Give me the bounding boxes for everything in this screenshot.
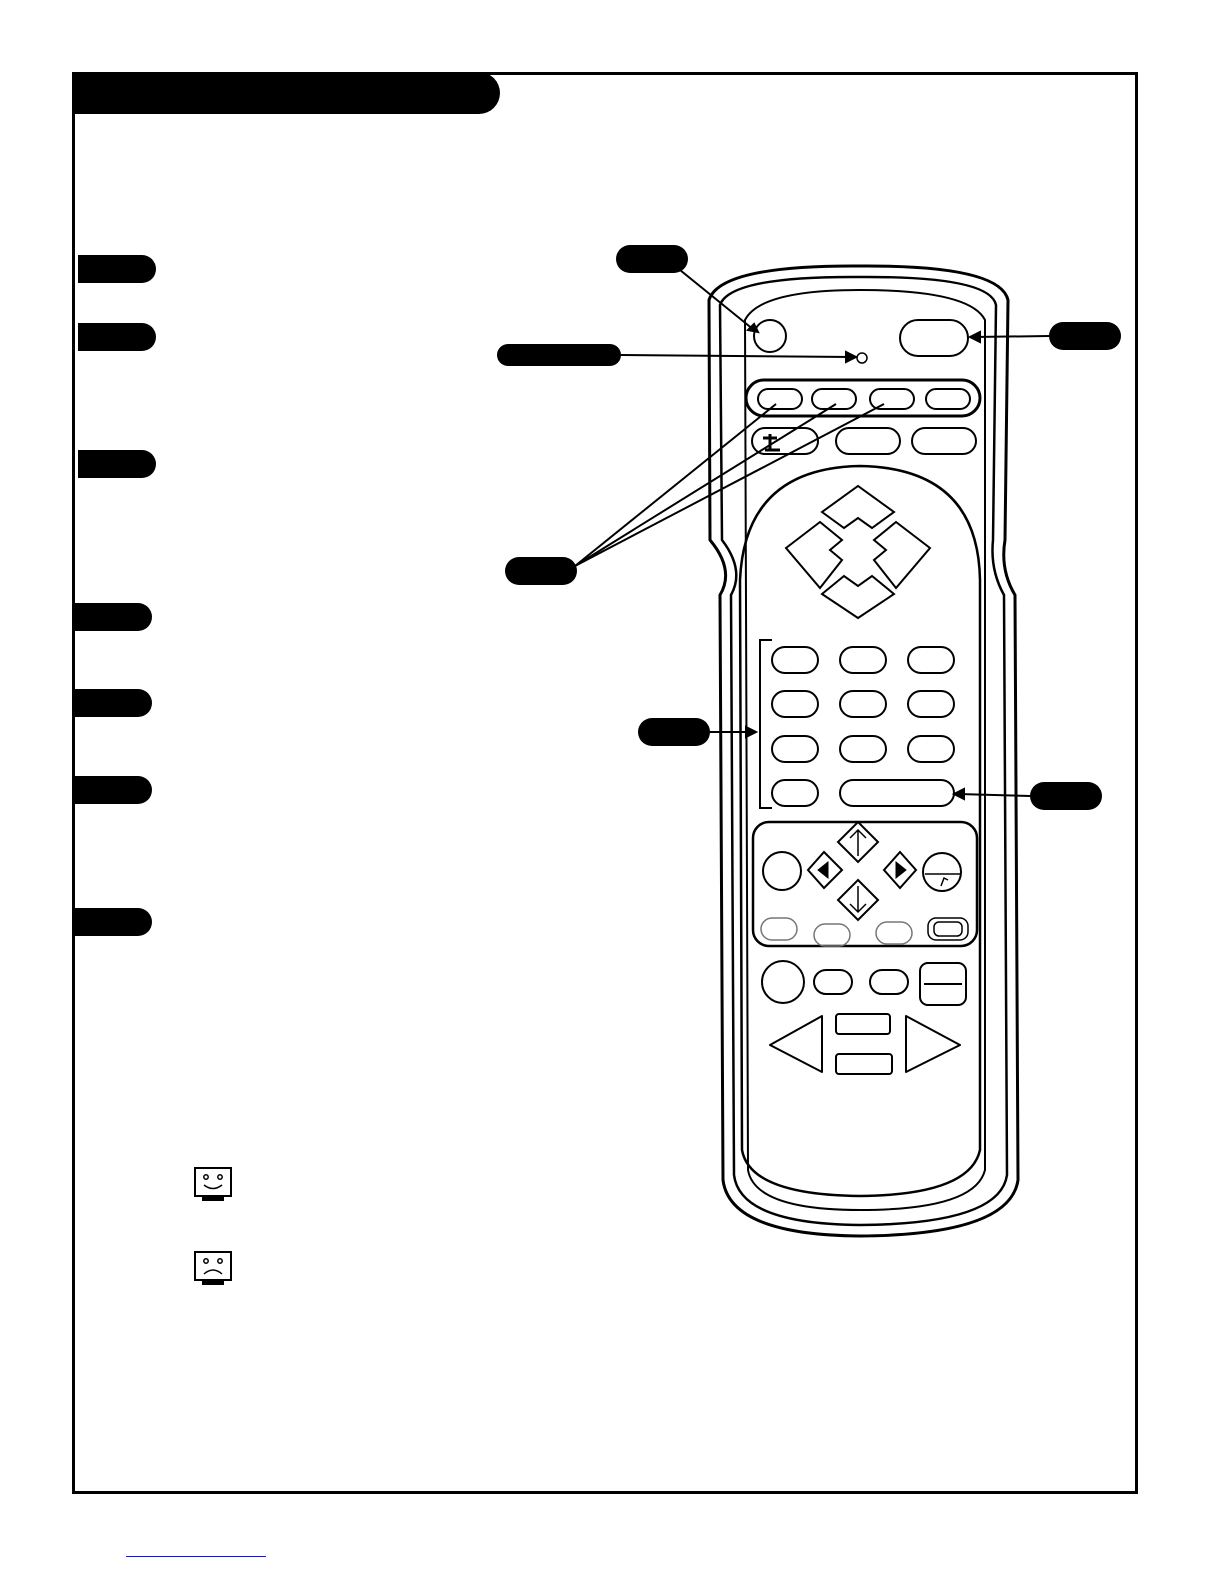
number-button-9: [908, 736, 954, 762]
leader-sensor-arrow: [846, 352, 856, 362]
callout-enter: [1030, 782, 1102, 810]
leader-enter: [958, 794, 1030, 796]
music-note-icon: [925, 874, 960, 886]
fast-forward-button: [906, 1016, 960, 1072]
number-button-1: [772, 647, 818, 673]
callout-menu: [1049, 322, 1121, 350]
left-round-button: [763, 852, 801, 890]
number-pad-bracket: [760, 640, 772, 808]
channel-up-arrow-icon: [850, 830, 866, 856]
callout-mode: [505, 557, 577, 585]
panel-button-1: [761, 918, 797, 940]
number-button-7: [772, 736, 818, 762]
number-button-5: [840, 691, 886, 717]
nav-left-button: [786, 522, 842, 588]
rewind-button: [770, 1016, 822, 1072]
panel-button-2: [814, 924, 850, 946]
number-button-8: [840, 736, 886, 762]
footer-link-underline[interactable]: [126, 1556, 266, 1557]
leader-enter-arrow: [954, 789, 964, 799]
second-row-button-2: [836, 428, 900, 454]
smiley-face-icon: [193, 1166, 235, 1204]
callout-number: [638, 718, 710, 746]
remote-inner-body: [720, 277, 1007, 1225]
lower-round-button: [762, 961, 804, 1003]
callout-remote-sensor: [497, 344, 621, 366]
mode-button-1: [758, 389, 802, 409]
number-button-6: [908, 691, 954, 717]
vol-ch-panel: [753, 822, 977, 946]
callouts: [497, 245, 1121, 810]
remote-sensor-led: [857, 353, 867, 363]
sad-face-icon: [193, 1250, 235, 1288]
number-button-3: [908, 647, 954, 673]
leader-menu-arrow: [970, 332, 980, 342]
power-button: [754, 320, 786, 352]
leader-sensor: [621, 355, 852, 357]
mode-button-3: [870, 389, 914, 409]
mode-button-4: [926, 389, 970, 409]
leader-number-arrow: [746, 727, 756, 737]
number-button-2: [840, 647, 886, 673]
mode-button-group: [746, 380, 980, 416]
volume-left-arrow-icon: [818, 862, 828, 878]
top-right-button: [900, 320, 968, 356]
lower-button-2: [870, 970, 908, 994]
panel-button-4-inner: [934, 922, 962, 936]
nav-up-button: [822, 486, 894, 528]
enter-button: [840, 780, 954, 806]
leader-mode-2: [575, 404, 836, 566]
number-button-4: [772, 691, 818, 717]
callout-power: [616, 245, 688, 273]
channel-down-arrow-icon: [850, 886, 866, 912]
panel-button-3: [876, 922, 912, 944]
number-button-0: [772, 780, 818, 806]
leader-mode-3: [575, 404, 884, 566]
second-row-button-3: [912, 428, 976, 454]
nav-down-button: [822, 576, 894, 618]
leader-power: [680, 270, 754, 330]
play-button: [836, 1054, 892, 1074]
lower-button-1: [814, 970, 852, 994]
nav-right-button: [874, 522, 930, 588]
stop-button: [836, 1014, 890, 1034]
leader-menu: [974, 336, 1049, 337]
volume-right-arrow-icon: [896, 862, 906, 878]
